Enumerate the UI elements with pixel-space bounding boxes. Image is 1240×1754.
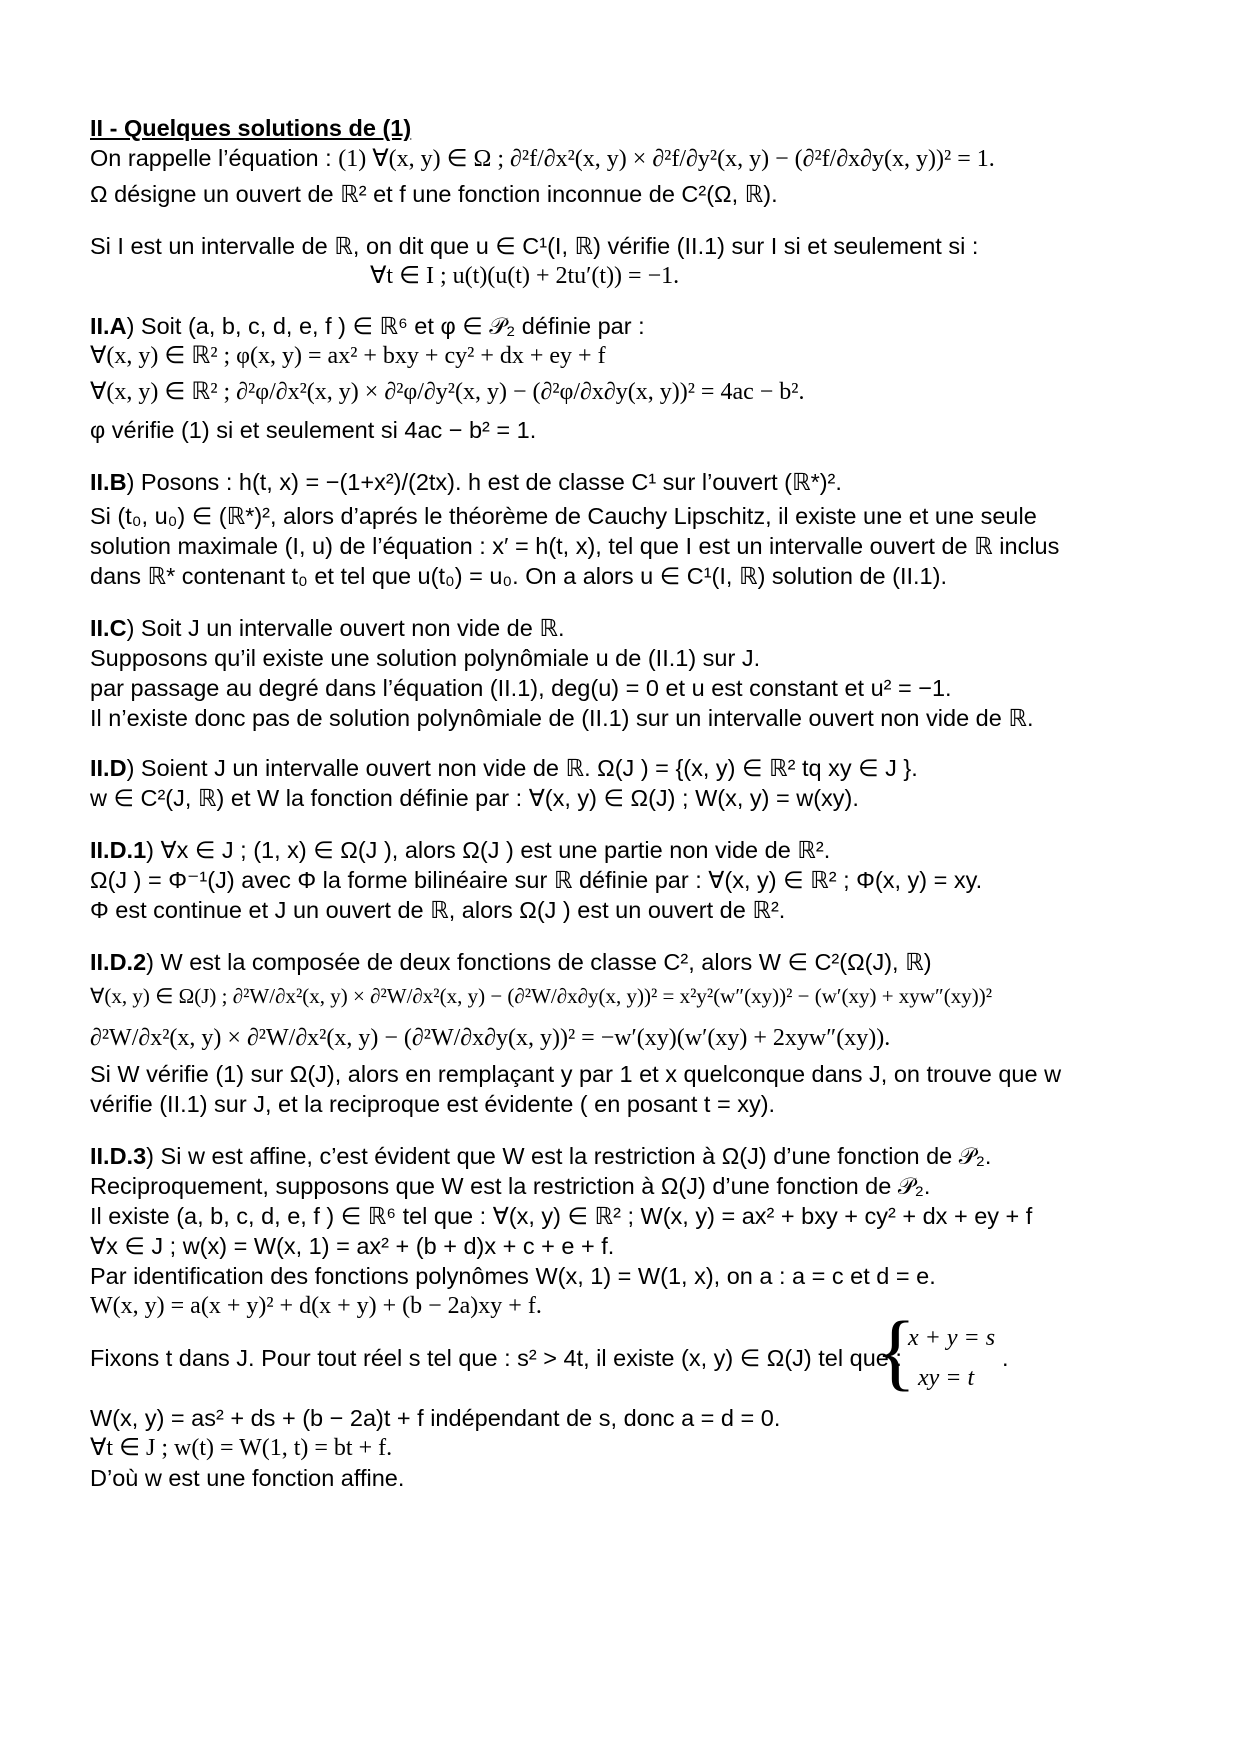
IIB-line-2: Si (t₀, u₀) ∈ (ℝ*)², alors d’aprés le théorème de Cauchy Lipschitz, il existe une et une seule bbox=[90, 503, 1037, 529]
IIC-label: II.C bbox=[90, 615, 127, 641]
IIB-line-1 bbox=[90, 466, 842, 498]
IIA-line-2: ∀(x, y) ∈ ℝ² ; φ(x, y) = ax² + bxy + cy² + dx + ey + f bbox=[90, 343, 606, 369]
IIB-label: II.B bbox=[90, 469, 127, 495]
IID3-line-1 bbox=[90, 1140, 991, 1172]
IID-line-1 bbox=[90, 752, 918, 784]
IID3-line-5: Par identification des fonctions polynômes W(x, 1) = W(1, x), on a : a = c et d = e. bbox=[90, 1263, 936, 1289]
IID3-text-1: ) Si w est affine, c’est évident que W est la restriction à Ω(J) d’une fonction de 𝒫₂. bbox=[146, 1143, 992, 1169]
IID2-line-5: vérifie (II.1) sur J, et la reciproque est évidente ( en posant t = xy). bbox=[90, 1091, 776, 1117]
IIC-text-1: ) Soit J un intervalle ouvert non vide de ℝ. bbox=[126, 615, 565, 641]
IID3-line-8: W(x, y) = as² + ds + (b − 2a)t + f indépendant de s, donc a = d = 0. bbox=[90, 1405, 781, 1431]
IIC-line-3: par passage au degré dans l’équation (II.1), deg(u) = 0 et u est constant et u² = −1. bbox=[90, 675, 952, 701]
system-brace: { bbox=[875, 1303, 917, 1399]
IID3-line-10: D’où w est une fonction affine. bbox=[90, 1465, 405, 1491]
IID3-line-9: ∀t ∈ J ; w(t) = W(1, t) = bt + f. bbox=[90, 1435, 393, 1461]
IIA-text-1: ) Soit (a, b, c, d, e, f ) ∈ ℝ⁶ et φ ∈ 𝒫₂ définie par : bbox=[126, 313, 645, 339]
IID3-line-3: Il existe (a, b, c, d, e, f ) ∈ ℝ⁶ tel que : ∀(x, y) ∈ ℝ² ; W(x, y) = ax² + bxy + cy² + dx + ey + f bbox=[90, 1203, 1033, 1229]
IIC-line-2: Supposons qu’il existe une solution polynômiale u de (II.1) sur J. bbox=[90, 645, 761, 671]
IID1-line-3: Φ est continue et J un ouvert de ℝ, alors Ω(J ) est un ouvert de ℝ². bbox=[90, 897, 786, 923]
IID3-line-4: ∀x ∈ J ; w(x) = W(x, 1) = ax² + (b + d)x + c + e + f. bbox=[90, 1233, 615, 1259]
IIA-line-1 bbox=[90, 310, 645, 342]
intro-line-2: Ω désigne un ouvert de ℝ² et f une fonction inconnue de C²(Ω, ℝ). bbox=[90, 181, 778, 207]
intro-line-3: Si I est un intervalle de ℝ, on dit que u ∈ C¹(I, ℝ) vérifie (II.1) sur I si et seulement si : bbox=[90, 233, 979, 259]
IID1-line-1 bbox=[90, 834, 830, 866]
system-equation-1: x + y = s bbox=[908, 1325, 996, 1351]
intro-equation-line bbox=[90, 142, 995, 175]
IID1-line-2: Ω(J ) = Φ⁻¹(J) avec Φ la forme bilinéaire sur ℝ définie par : ∀(x, y) ∈ ℝ² ; Φ(x, y) = xy. bbox=[90, 867, 983, 893]
IID-text-1: ) Soient J un intervalle ouvert non vide de ℝ. Ω(J ) = {(x, y) ∈ ℝ² tq xy ∈ J }. bbox=[126, 755, 918, 781]
IIA-line-4: φ vérifie (1) si et seulement si 4ac − b² = 1. bbox=[90, 417, 537, 443]
IIC-line-1 bbox=[90, 612, 565, 644]
IID-line-2: w ∈ C²(J, ℝ) et W la fonction définie par : ∀(x, y) ∈ Ω(J) ; W(x, y) = w(xy). bbox=[90, 785, 859, 811]
IID1-label: II.D.1 bbox=[90, 837, 147, 863]
IID3-line-2: Reciproquement, supposons que W est la restriction à Ω(J) d’une fonction de 𝒫₂. bbox=[90, 1173, 931, 1199]
system-equation-2: xy = t bbox=[918, 1365, 975, 1391]
IIB-line-3: solution maximale (I, u) de l’équation : x′ = h(t, x), tel que I est un intervalle ouvert de ℝ inclus bbox=[90, 533, 1060, 559]
IID2-text-1: ) W est la composée de deux fonctions de classe C², alors W ∈ C²(Ω(J), ℝ) bbox=[146, 949, 932, 975]
system-period: . bbox=[1002, 1345, 1009, 1371]
IID2-line-4: Si W vérifie (1) sur Ω(J), alors en remplaçant y par 1 et x quelconque dans J, on trouve que w bbox=[90, 1061, 1062, 1087]
IIB-line-4: dans ℝ* contenant t₀ et tel que u(t₀) = u₀. On a alors u ∈ C¹(I, ℝ) solution de (II.1). bbox=[90, 563, 947, 589]
IIC-line-4: Il n’existe donc pas de solution polynômiale de (II.1) sur un intervalle ouvert non vide de ℝ. bbox=[90, 705, 1034, 731]
IID3-line-6: W(x, y) = a(x + y)² + d(x + y) + (b − 2a)xy + f. bbox=[90, 1293, 542, 1319]
IIA-line-3: ∀(x, y) ∈ ℝ² ; ∂²φ/∂x²(x, y) × ∂²φ/∂y²(x, y) − (∂²φ/∂x∂y(x, y))² = 4ac − b². bbox=[90, 379, 805, 405]
intro-text: On rappelle l’équation : bbox=[90, 145, 332, 171]
IID2-line-2: ∀(x, y) ∈ Ω(J) ; ∂²W/∂x²(x, y) × ∂²W/∂x²(x, y) − (∂²W/∂x∂y(x, y))² = x²y²(w″(xy))² − (w′(xy) + xyw″(xy))² bbox=[90, 984, 992, 1008]
IIB-text-1: ) Posons : h(t, x) = −(1+x²)/(2tx). h est de classe C¹ sur l’ouvert (ℝ*)². bbox=[126, 469, 842, 495]
intro-equation: (1) ∀(x, y) ∈ Ω ; ∂²f/∂x²(x, y) × ∂²f/∂y²(x, y) − (∂²f/∂x∂y(x, y))² = 1. bbox=[338, 146, 995, 172]
IID3-label: II.D.3 bbox=[90, 1143, 147, 1169]
section-title: II - Quelques solutions de (1) bbox=[90, 115, 412, 141]
IID2-line-1 bbox=[90, 946, 932, 978]
IID3-line-7: Fixons t dans J. Pour tout réel s tel que : s² > 4t, il existe (x, y) ∈ Ω(J) tel que : bbox=[90, 1345, 902, 1371]
IIA-label: II.A bbox=[90, 313, 127, 339]
equation-II1: ∀t ∈ I ; u(t)(u(t) + 2tu′(t)) = −1. bbox=[370, 263, 680, 289]
IID2-label: II.D.2 bbox=[90, 949, 147, 975]
IID1-text-1: ) ∀x ∈ J ; (1, x) ∈ Ω(J ), alors Ω(J ) est une partie non vide de ℝ². bbox=[146, 837, 831, 863]
IID2-line-3: ∂²W/∂x²(x, y) × ∂²W/∂x²(x, y) − (∂²W/∂x∂y(x, y))² = −w′(xy)(w′(xy) + 2xyw″(xy)). bbox=[90, 1025, 891, 1051]
IID-label: II.D bbox=[90, 755, 127, 781]
